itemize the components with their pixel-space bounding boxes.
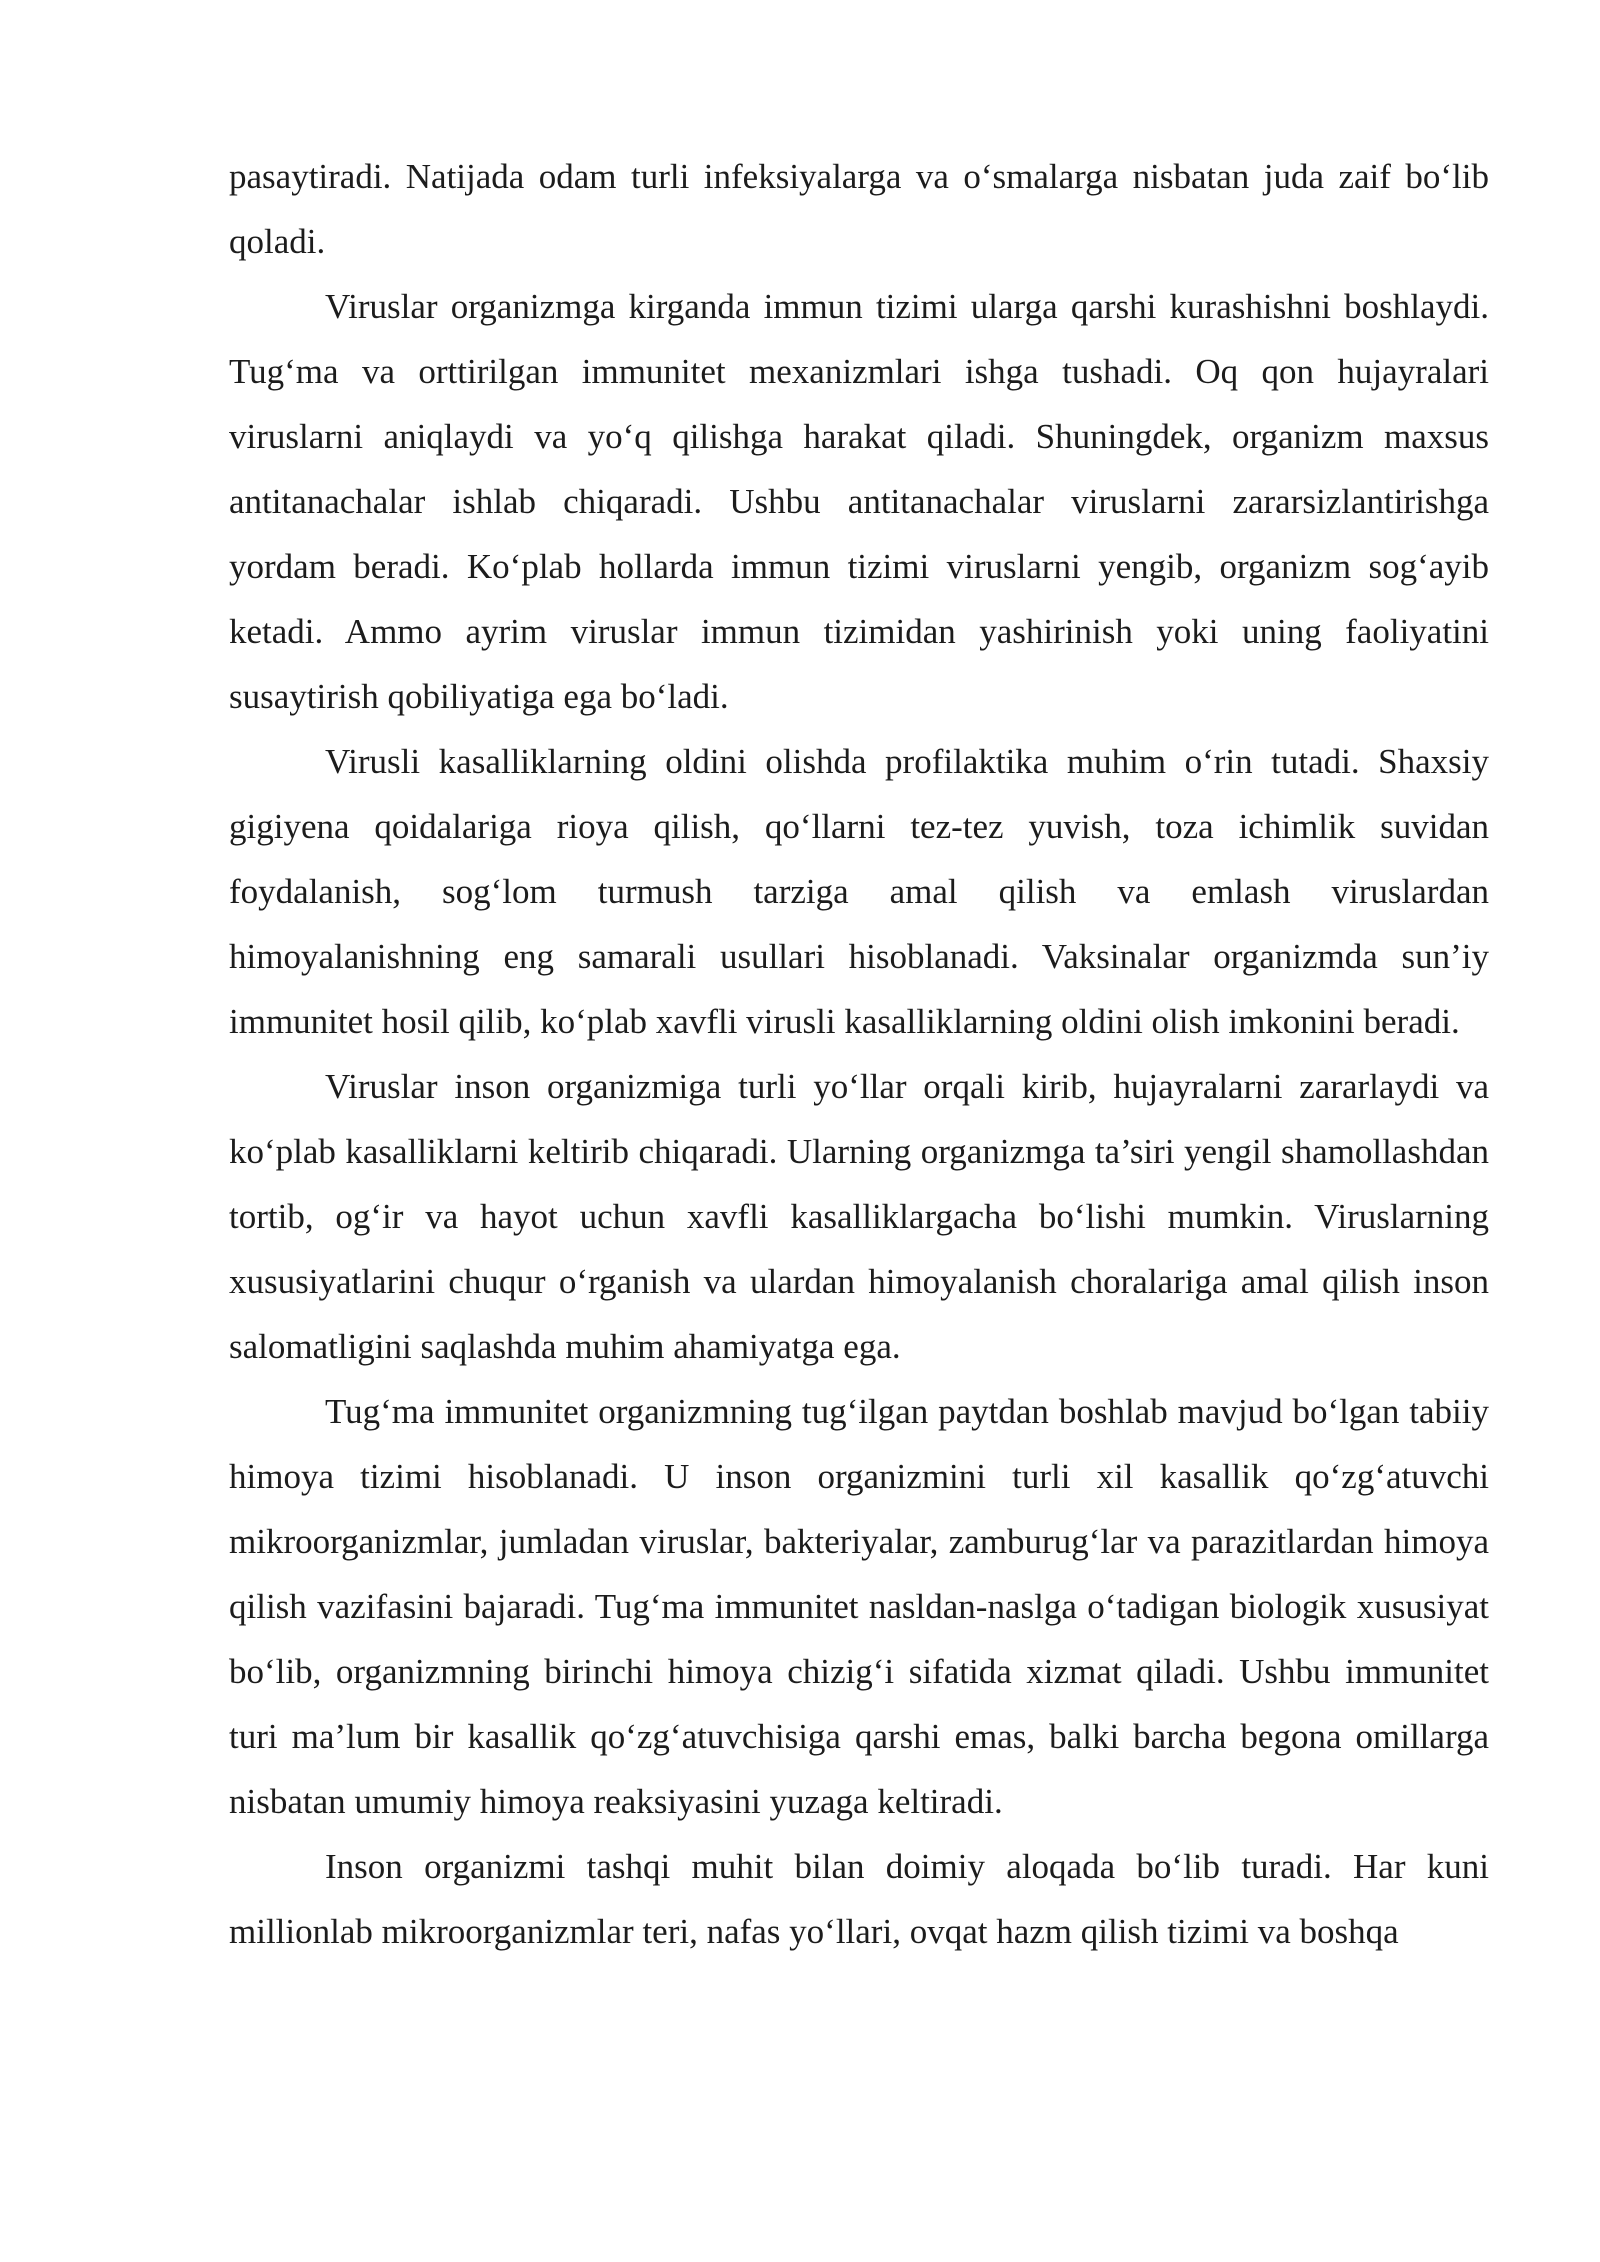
paragraph-1: pasaytiradi. Natijada odam turli infeksiyalarga va o‘smalarga nisbatan juda zaif bo‘lib qoladi. [229, 157, 1489, 261]
paragraph-2: Viruslar organizmga kirganda immun tizimi ularga qarshi kurashishni boshlaydi. Tug‘ma va orttirilgan immunitet mexanizmlari ishga tushadi. Oq qon hujayralari viruslarni aniqlaydi va yo‘q qilishga harakat qiladi. Shuningdek, organizm maxsus antitanachalar ishlab chiqaradi. Ushbu antitanachalar viruslarni zararsizlantirishga yordam beradi. Ko‘plab hollarda immun tizimi viruslarni yengib, organizm sog‘ayib ketadi. Ammo ayrim viruslar immun tizimidan yashirinish yoki uning faoliyatini susaytirish qobiliyatiga ega bo‘ladi. [229, 287, 1489, 716]
paragraph-6: Inson organizmi tashqi muhit bilan doimiy aloqada bo‘lib turadi. Har kuni millionlab mikroorganizmlar teri, nafas yo‘llari, ovqat hazm qilish tizimi va boshqa [229, 1847, 1489, 1951]
paragraph-5: Tug‘ma immunitet organizmning tug‘ilgan paytdan boshlab mavjud bo‘lgan tabiiy himoya tizimi hisoblanadi. U inson organizmini turli xil kasallik qo‘zg‘atuvchi mikroorganizmlar, jumladan viruslar, bakteriyalar, zamburug‘lar va parazitlardan himoya qilish vazifasini bajaradi. Tug‘ma immunitet nasldan-naslga o‘tadigan biologik xususiyat bo‘lib, organizmning birinchi himoya chizig‘i sifatida xizmat qiladi. Ushbu immunitet turi ma’lum bir kasallik qo‘zg‘atuvchisiga qarshi emas, balki barcha begona omillarga nisbatan umumiy himoya reaksiyasini yuzaga keltiradi. [229, 1392, 1489, 1821]
paragraph-3: Virusli kasalliklarning oldini olishda profilaktika muhim o‘rin tutadi. Shaxsiy gigiyena qoidalariga rioya qilish, qo‘llarni tez-tez yuvish, toza ichimlik suvidan foydalanish, sog‘lom turmush tarziga amal qilish va emlash viruslardan himoyalanishning eng samarali usullari hisoblanadi. Vaksinalar organizmda sun’iy immunitet hosil qilib, ko‘plab xavfli virusli kasalliklarning oldini olish imkonini beradi. [229, 742, 1489, 1041]
paragraph-4: Viruslar inson organizmiga turli yo‘llar orqali kirib, hujayralarni zararlaydi va ko‘plab kasalliklarni keltirib chiqaradi. Ularning organizmga ta’siri yengil shamollashdan tortib, og‘ir va hayot uchun xavfli kasalliklargacha bo‘lishi mumkin. Viruslarning xususiyatlarini chuqur o‘rganish va ulardan himoyalanish choralariga amal qilish inson salomatligini saqlashda muhim ahamiyatga ega. [229, 1067, 1489, 1366]
document-body [229, 144, 1489, 1964]
